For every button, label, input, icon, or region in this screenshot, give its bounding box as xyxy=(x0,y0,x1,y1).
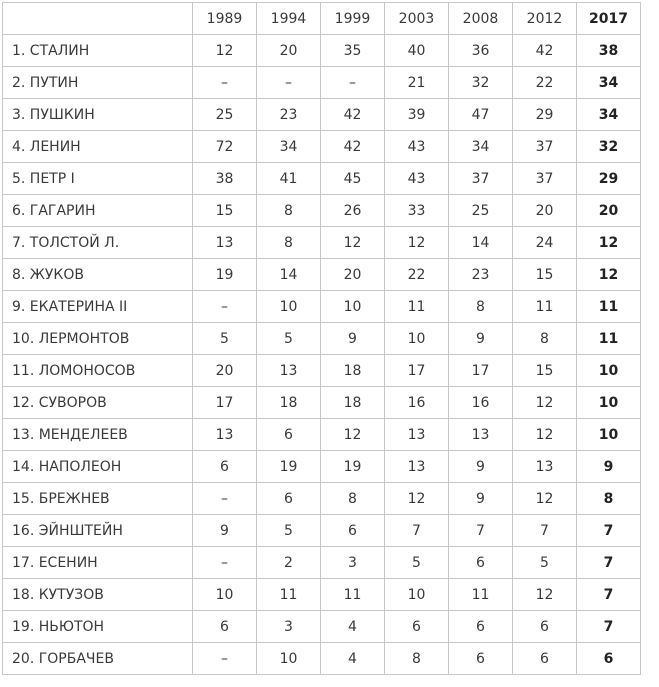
value-cell: 12 xyxy=(321,419,385,451)
value-cell: 26 xyxy=(321,195,385,227)
value-cell: 15 xyxy=(513,259,577,291)
table-row xyxy=(3,227,641,259)
value-cell: 6 xyxy=(193,451,257,483)
table-row xyxy=(3,515,641,547)
value-cell: 4 xyxy=(321,643,385,675)
value-cell: 35 xyxy=(321,35,385,67)
value-cell: 6 xyxy=(449,547,513,579)
value-cell: 5 xyxy=(257,515,321,547)
value-cell: 15 xyxy=(193,195,257,227)
person-name-cell: 8. ЖУКОВ xyxy=(3,259,193,291)
header-year-cell: 1999 xyxy=(321,3,385,35)
person-name-cell: 1. СТАЛИН xyxy=(3,35,193,67)
table-row xyxy=(3,355,641,387)
value-cell: 7 xyxy=(577,579,641,611)
value-cell: 13 xyxy=(257,355,321,387)
value-cell: – xyxy=(193,483,257,515)
value-cell: 12 xyxy=(513,483,577,515)
value-cell: 13 xyxy=(193,227,257,259)
value-cell: 37 xyxy=(513,131,577,163)
value-cell: 7 xyxy=(449,515,513,547)
value-cell: 19 xyxy=(257,451,321,483)
value-cell: 18 xyxy=(257,387,321,419)
value-cell: 11 xyxy=(385,291,449,323)
value-cell: 11 xyxy=(257,579,321,611)
value-cell: 13 xyxy=(385,419,449,451)
value-cell: 12 xyxy=(385,227,449,259)
value-cell: 12 xyxy=(577,227,641,259)
value-cell: 7 xyxy=(513,515,577,547)
value-cell: 47 xyxy=(449,99,513,131)
value-cell: 14 xyxy=(257,259,321,291)
value-cell: 8 xyxy=(257,227,321,259)
value-cell: 18 xyxy=(321,355,385,387)
value-cell: 8 xyxy=(385,643,449,675)
table-row xyxy=(3,131,641,163)
person-name-cell: 6. ГАГАРИН xyxy=(3,195,193,227)
value-cell: 23 xyxy=(449,259,513,291)
value-cell: 38 xyxy=(577,35,641,67)
person-name-cell: 15. БРЕЖНЕВ xyxy=(3,483,193,515)
value-cell: 42 xyxy=(321,131,385,163)
value-cell: 6 xyxy=(385,611,449,643)
person-name-cell: 5. ПЕТР I xyxy=(3,163,193,195)
value-cell: 42 xyxy=(513,35,577,67)
value-cell: 12 xyxy=(513,579,577,611)
value-cell: 45 xyxy=(321,163,385,195)
value-cell: 41 xyxy=(257,163,321,195)
value-cell: 8 xyxy=(513,323,577,355)
header-year-cell: 2008 xyxy=(449,3,513,35)
value-cell: 7 xyxy=(385,515,449,547)
value-cell: 11 xyxy=(513,291,577,323)
value-cell: 19 xyxy=(321,451,385,483)
value-cell: 2 xyxy=(257,547,321,579)
value-cell: 21 xyxy=(385,67,449,99)
value-cell: 7 xyxy=(577,515,641,547)
value-cell: 13 xyxy=(513,451,577,483)
value-cell: 10 xyxy=(257,643,321,675)
person-name-cell: 2. ПУТИН xyxy=(3,67,193,99)
value-cell: 12 xyxy=(513,419,577,451)
value-cell: 5 xyxy=(385,547,449,579)
value-cell: 10 xyxy=(321,291,385,323)
value-cell: 20 xyxy=(513,195,577,227)
table-row xyxy=(3,259,641,291)
header-year-cell: 2012 xyxy=(513,3,577,35)
value-cell: 4 xyxy=(321,611,385,643)
person-name-cell: 18. КУТУЗОВ xyxy=(3,579,193,611)
value-cell: 5 xyxy=(513,547,577,579)
table-row xyxy=(3,579,641,611)
value-cell: 10 xyxy=(385,579,449,611)
value-cell: 9 xyxy=(193,515,257,547)
value-cell: 36 xyxy=(449,35,513,67)
value-cell: 10 xyxy=(577,419,641,451)
value-cell: 20 xyxy=(193,355,257,387)
value-cell: 10 xyxy=(577,387,641,419)
value-cell: 6 xyxy=(257,419,321,451)
value-cell: 18 xyxy=(321,387,385,419)
value-cell: 8 xyxy=(257,195,321,227)
table-row xyxy=(3,323,641,355)
value-cell: 39 xyxy=(385,99,449,131)
value-cell: 3 xyxy=(257,611,321,643)
value-cell: 13 xyxy=(385,451,449,483)
table-row xyxy=(3,451,641,483)
value-cell: 34 xyxy=(449,131,513,163)
value-cell: 29 xyxy=(577,163,641,195)
table-container xyxy=(2,2,641,675)
value-cell: 7 xyxy=(577,611,641,643)
value-cell: 20 xyxy=(257,35,321,67)
value-cell: 25 xyxy=(193,99,257,131)
value-cell: 16 xyxy=(449,387,513,419)
value-cell: 12 xyxy=(513,387,577,419)
table-row xyxy=(3,99,641,131)
value-cell: 11 xyxy=(577,291,641,323)
table-body xyxy=(3,35,641,675)
person-name-cell: 20. ГОРБАЧЕВ xyxy=(3,643,193,675)
person-name-cell: 10. ЛЕРМОНТОВ xyxy=(3,323,193,355)
value-cell: 10 xyxy=(577,355,641,387)
value-cell: 12 xyxy=(321,227,385,259)
table-row xyxy=(3,547,641,579)
value-cell: 3 xyxy=(321,547,385,579)
value-cell: 12 xyxy=(577,259,641,291)
value-cell: 25 xyxy=(449,195,513,227)
table-row xyxy=(3,419,641,451)
value-cell: 12 xyxy=(385,483,449,515)
table-row xyxy=(3,611,641,643)
value-cell: 8 xyxy=(577,483,641,515)
value-cell: 13 xyxy=(449,419,513,451)
value-cell: 19 xyxy=(193,259,257,291)
value-cell: 10 xyxy=(193,579,257,611)
value-cell: 9 xyxy=(449,483,513,515)
value-cell: 14 xyxy=(449,227,513,259)
table-row xyxy=(3,291,641,323)
value-cell: 37 xyxy=(449,163,513,195)
value-cell: – xyxy=(321,67,385,99)
value-cell: 6 xyxy=(449,643,513,675)
value-cell: 42 xyxy=(321,99,385,131)
value-cell: 17 xyxy=(385,355,449,387)
value-cell: 33 xyxy=(385,195,449,227)
header-year-cell: 1994 xyxy=(257,3,321,35)
value-cell: 38 xyxy=(193,163,257,195)
value-cell: 17 xyxy=(449,355,513,387)
header-cell-empty xyxy=(3,3,193,35)
table-row xyxy=(3,387,641,419)
value-cell: 22 xyxy=(385,259,449,291)
header-year-cell: 1989 xyxy=(193,3,257,35)
value-cell: 6 xyxy=(513,611,577,643)
value-cell: 9 xyxy=(577,451,641,483)
person-name-cell: 16. ЭЙНШТЕЙН xyxy=(3,515,193,547)
person-name-cell: 4. ЛЕНИН xyxy=(3,131,193,163)
person-name-cell: 3. ПУШКИН xyxy=(3,99,193,131)
person-name-cell: 12. СУВОРОВ xyxy=(3,387,193,419)
value-cell: 40 xyxy=(385,35,449,67)
table-row xyxy=(3,483,641,515)
value-cell: 34 xyxy=(257,131,321,163)
value-cell: 11 xyxy=(449,579,513,611)
value-cell: 9 xyxy=(321,323,385,355)
value-cell: 32 xyxy=(449,67,513,99)
value-cell: 16 xyxy=(385,387,449,419)
header-year-cell: 2003 xyxy=(385,3,449,35)
value-cell: 5 xyxy=(193,323,257,355)
table-row xyxy=(3,163,641,195)
value-cell: 23 xyxy=(257,99,321,131)
table-row xyxy=(3,643,641,675)
value-cell: – xyxy=(193,67,257,99)
value-cell: 8 xyxy=(449,291,513,323)
person-name-cell: 14. НАПОЛЕОН xyxy=(3,451,193,483)
value-cell: 34 xyxy=(577,99,641,131)
value-cell: 72 xyxy=(193,131,257,163)
value-cell: 20 xyxy=(577,195,641,227)
table-row xyxy=(3,35,641,67)
value-cell: 37 xyxy=(513,163,577,195)
value-cell: 11 xyxy=(577,323,641,355)
table-row xyxy=(3,195,641,227)
table-header-row xyxy=(3,3,641,35)
person-name-cell: 7. ТОЛСТОЙ Л. xyxy=(3,227,193,259)
value-cell: 20 xyxy=(321,259,385,291)
value-cell: 6 xyxy=(513,643,577,675)
value-cell: – xyxy=(193,643,257,675)
value-cell: – xyxy=(193,291,257,323)
person-name-cell: 9. ЕКАТЕРИНА II xyxy=(3,291,193,323)
value-cell: 5 xyxy=(257,323,321,355)
person-name-cell: 17. ЕСЕНИН xyxy=(3,547,193,579)
value-cell: 17 xyxy=(193,387,257,419)
value-cell: 29 xyxy=(513,99,577,131)
value-cell: 22 xyxy=(513,67,577,99)
value-cell: 9 xyxy=(449,323,513,355)
value-cell: 8 xyxy=(321,483,385,515)
value-cell: 15 xyxy=(513,355,577,387)
value-cell: 6 xyxy=(449,611,513,643)
value-cell: 6 xyxy=(321,515,385,547)
value-cell: 12 xyxy=(193,35,257,67)
person-name-cell: 13. МЕНДЕЛЕЕВ xyxy=(3,419,193,451)
header-year-cell: 2017 xyxy=(577,3,641,35)
person-name-cell: 11. ЛОМОНОСОВ xyxy=(3,355,193,387)
value-cell: 6 xyxy=(577,643,641,675)
person-name-cell: 19. НЬЮТОН xyxy=(3,611,193,643)
ranking-table xyxy=(2,2,641,675)
value-cell: 6 xyxy=(193,611,257,643)
value-cell: 32 xyxy=(577,131,641,163)
value-cell: 9 xyxy=(449,451,513,483)
value-cell: – xyxy=(193,547,257,579)
value-cell: 43 xyxy=(385,131,449,163)
value-cell: 10 xyxy=(257,291,321,323)
value-cell: 24 xyxy=(513,227,577,259)
value-cell: – xyxy=(257,67,321,99)
table-row xyxy=(3,67,641,99)
value-cell: 13 xyxy=(193,419,257,451)
value-cell: 43 xyxy=(385,163,449,195)
value-cell: 10 xyxy=(385,323,449,355)
value-cell: 11 xyxy=(321,579,385,611)
value-cell: 34 xyxy=(577,67,641,99)
value-cell: 7 xyxy=(577,547,641,579)
value-cell: 6 xyxy=(257,483,321,515)
